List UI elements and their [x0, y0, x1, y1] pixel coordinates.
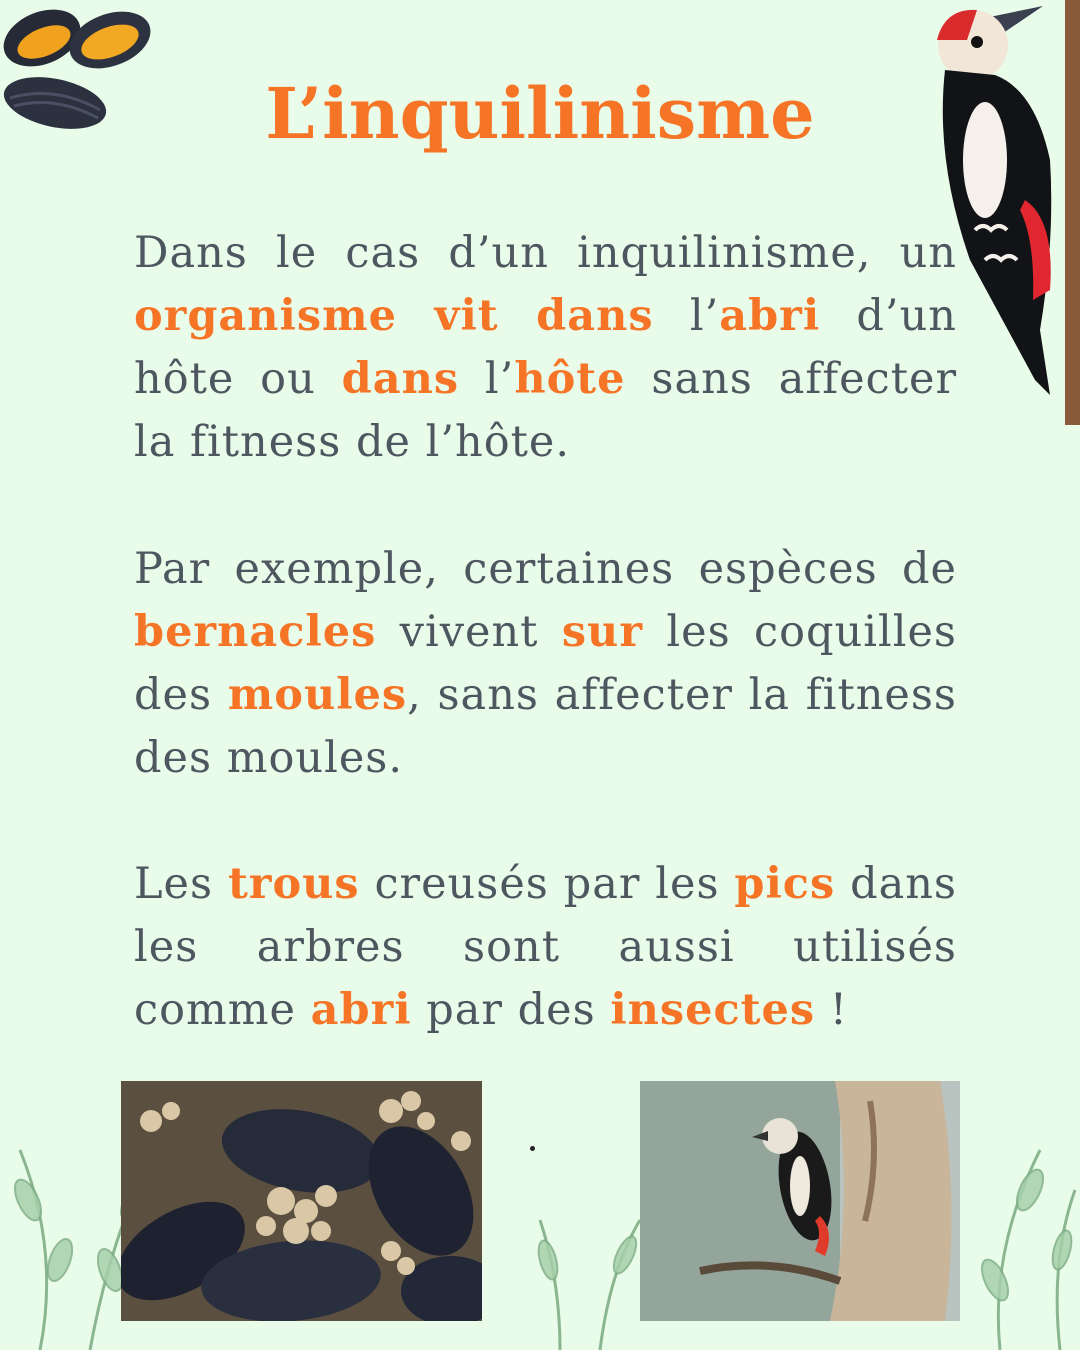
- separator-dot: [530, 1146, 535, 1151]
- highlight: bernacles: [134, 607, 377, 657]
- mussels-with-barnacles-photo: [121, 1081, 482, 1321]
- paragraph-example-mussels: Par exemple, certaines espèces de bernacles vivent sur les coquilles des moules, sans affecter la fitness des moules.: [134, 544, 957, 783]
- woodpecker-on-tree-photo: [640, 1081, 960, 1321]
- highlight: dans: [341, 354, 460, 404]
- highlight: trous: [227, 859, 360, 909]
- page-title: L’inquilinisme: [265, 72, 815, 155]
- highlight: pics: [734, 859, 836, 909]
- highlight: abri: [310, 985, 412, 1035]
- highlight: insectes: [610, 985, 816, 1035]
- highlight: moules: [227, 670, 408, 720]
- highlight: organisme vit dans: [134, 291, 654, 341]
- paragraph-definition: Dans le cas d’un inquilinisme, un organisme vit dans l’abri d’un hôte ou dans l’hôte sans affecter la fitness de l’hôte.: [134, 228, 957, 467]
- paragraph-example-woodpecker: Les trous creusés par les pics dans les arbres sont aussi utilisés comme abri par des insectes !: [134, 859, 957, 1035]
- highlight: abri: [719, 291, 821, 341]
- highlight: sur: [561, 607, 643, 657]
- highlight: hôte: [514, 354, 626, 404]
